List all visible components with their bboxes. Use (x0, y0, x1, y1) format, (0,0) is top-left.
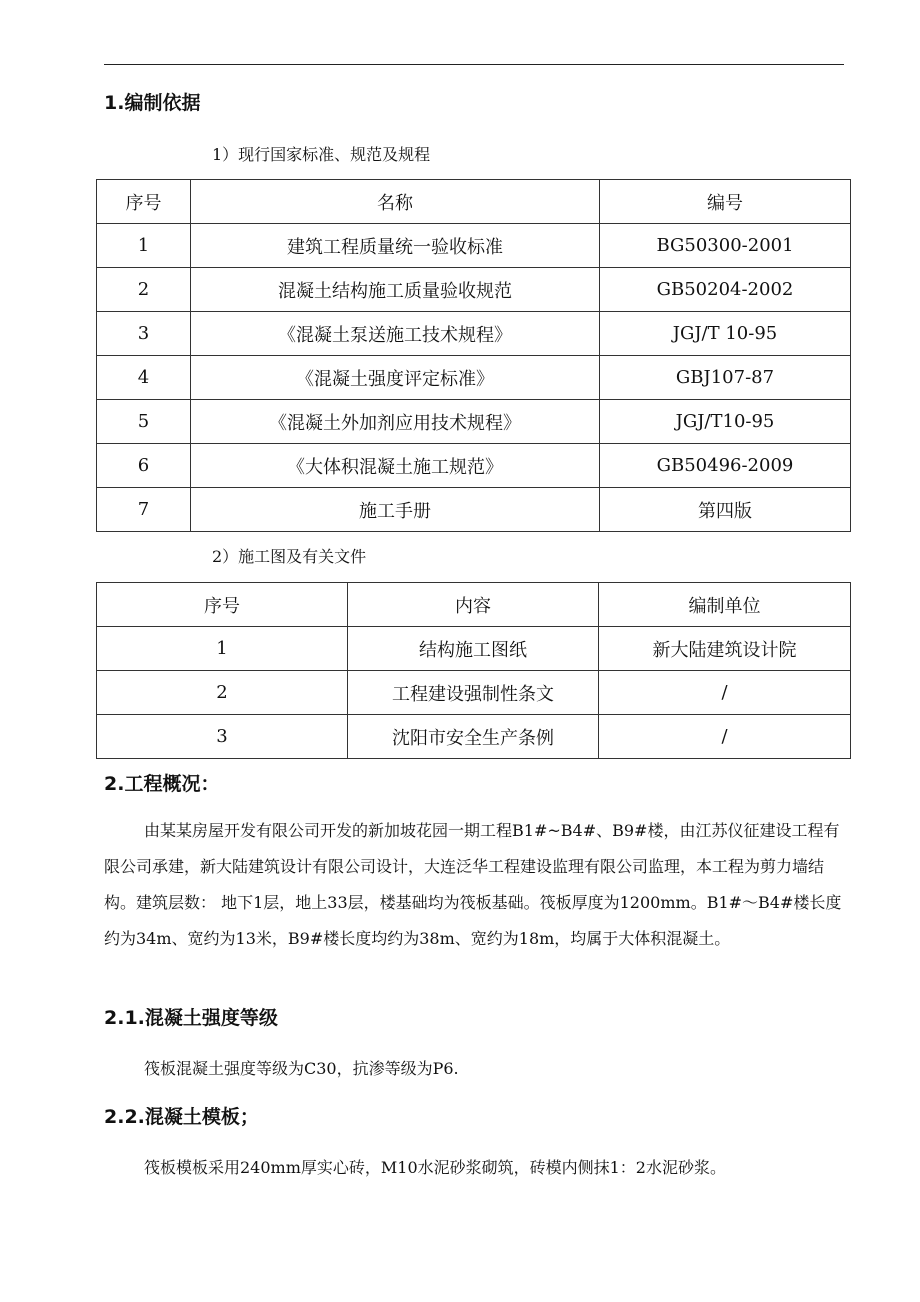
section-heading-formwork: 2.2.混凝土模板； (104, 1106, 259, 1128)
cell-code: BG50300-2001 (600, 224, 851, 268)
cell-unit: / (599, 671, 851, 715)
cell-index: 4 (97, 356, 191, 400)
cell-name: 《混凝土强度评定标准》 (191, 356, 600, 400)
table-row (97, 671, 851, 715)
overview-paragraph (104, 813, 850, 957)
table-row (97, 627, 851, 671)
header-cell: 内容 (348, 583, 599, 627)
cell-unit: 新大陆建筑设计院 (599, 627, 851, 671)
table-row (97, 400, 851, 444)
cell-content: 沈阳市安全生产条例 (348, 715, 599, 759)
table-row (97, 488, 851, 532)
cell-code: JGJ/T10-95 (600, 400, 851, 444)
section-heading-basis: 1.编制依据 (104, 92, 201, 114)
cell-code: 第四版 (600, 488, 851, 532)
cell-index: 6 (97, 444, 191, 488)
cell-index: 5 (97, 400, 191, 444)
cell-index: 1 (97, 627, 348, 671)
table-row (97, 312, 851, 356)
cell-name: 混凝土结构施工质量验收规范 (191, 268, 600, 312)
header-cell: 序号 (97, 180, 191, 224)
cell-index: 2 (97, 671, 348, 715)
subheading-drawings: 2）施工图及有关文件 (212, 547, 367, 566)
overview-text: 由某某房屋开发有限公司开发的新加坡花园一期工程B1#~B4#、B9#楼，由江苏仪征建设工程有限公司承建，新大陆建筑设计有限公司设计，大连泛华工程建设监理有限公司监理，本工程为剪力墙结构。建筑层数： 地下1层，地上33层，楼基础均为筏板基础。筏板厚度为1200mm。B1#～B4#楼长度约为34m、宽约为13米，B9#楼长度均约为38m、宽约为18m，均属于大体积混凝土。 (104, 821, 842, 948)
cell-code: GB50204-2002 (600, 268, 851, 312)
concrete-grade-text: 筏板混凝土强度等级为C30，抗渗等级为P6. (144, 1059, 459, 1078)
section-heading-concrete-grade: 2.1.混凝土强度等级 (104, 1007, 278, 1029)
cell-code: GBJ107-87 (600, 356, 851, 400)
cell-code: GB50496-2009 (600, 444, 851, 488)
cell-name: 《混凝土外加剂应用技术规程》 (191, 400, 600, 444)
cell-code: JGJ/T 10-95 (600, 312, 851, 356)
formwork-text: 筏板模板采用240mm厚实心砖，M10水泥砂浆砌筑，砖模内侧抹1：2水泥砂浆。 (144, 1158, 726, 1177)
cell-name: 《大体积混凝土施工规范》 (191, 444, 600, 488)
table-header-row (97, 180, 851, 224)
header-cell: 名称 (191, 180, 600, 224)
cell-content: 工程建设强制性条文 (348, 671, 599, 715)
drawings-table (96, 582, 851, 759)
header-cell: 序号 (97, 583, 348, 627)
cell-index: 3 (97, 715, 348, 759)
table-row (97, 268, 851, 312)
header-rule (104, 64, 844, 65)
cell-name: 建筑工程质量统一验收标准 (191, 224, 600, 268)
standards-table (96, 179, 851, 532)
cell-index: 1 (97, 224, 191, 268)
section-heading-overview: 2.工程概况： (104, 773, 220, 795)
header-cell: 编制单位 (599, 583, 851, 627)
cell-index: 2 (97, 268, 191, 312)
cell-content: 结构施工图纸 (348, 627, 599, 671)
header-cell: 编号 (600, 180, 851, 224)
subheading-standards: 1）现行国家标准、规范及规程 (212, 145, 431, 164)
cell-name: 施工手册 (191, 488, 600, 532)
cell-index: 3 (97, 312, 191, 356)
table-header-row (97, 583, 851, 627)
table-row (97, 715, 851, 759)
cell-name: 《混凝土泵送施工技术规程》 (191, 312, 600, 356)
cell-index: 7 (97, 488, 191, 532)
cell-unit: / (599, 715, 851, 759)
table-row (97, 444, 851, 488)
table-row (97, 224, 851, 268)
table-row (97, 356, 851, 400)
